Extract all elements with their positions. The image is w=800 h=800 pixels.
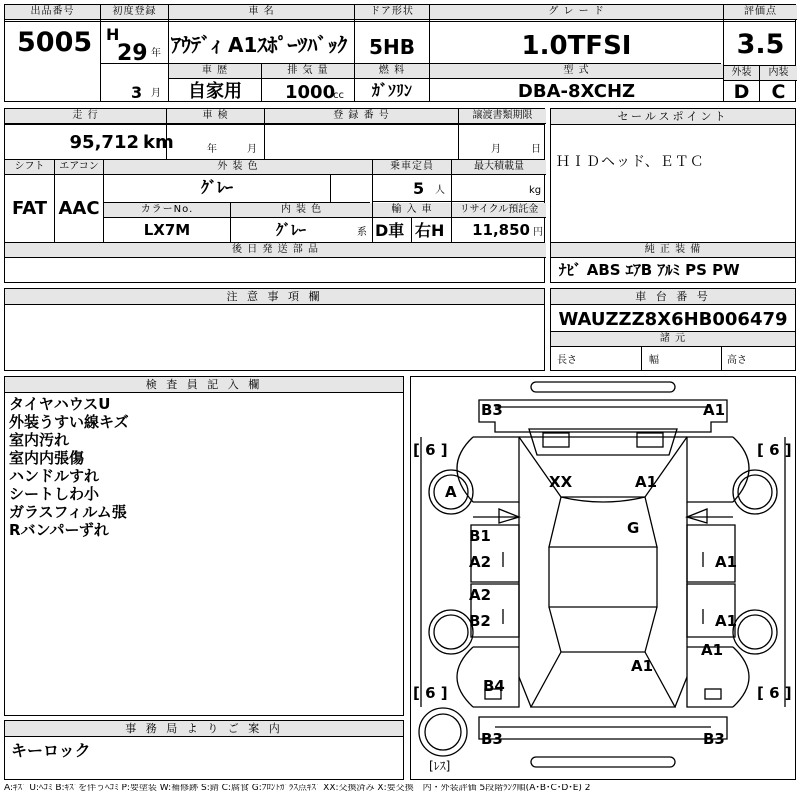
inspector-notes [9,395,129,539]
caution-box [4,288,545,371]
mark-right-rear-fender: A1 [701,641,724,659]
mark-roof: G [627,519,640,537]
inspector-note: 室内内張傷 [9,449,85,467]
transfer-label: 譲渡書類期限 [459,109,546,124]
lot-number: 5005 [17,27,93,58]
inspector-box [4,376,404,716]
specs-label: 諸 元 [551,332,795,347]
selling-points: ＨＩＤヘッド、ＥＴＣ [556,154,705,170]
spare-tire-label: [ﾚｽ] [429,759,451,773]
era-mark: H [106,25,120,44]
mark-right-front-door: A1 [715,553,738,571]
inspection-month-unit: 月 [247,144,257,155]
ext-color-label: 外 装 色 [104,160,372,175]
mark-front-bumper-left: B3 [481,401,503,419]
max-load-label: 最大積載量 [452,160,546,175]
history: 自家用 [188,81,242,102]
car-diagram [410,376,796,780]
car-name-label: 車 名 [169,5,354,20]
mark-right-rear-door: A1 [715,612,738,630]
mark-left-front-door-upper: B1 [469,527,491,545]
office-label: 事 務 局 よ り ご 案 内 [5,721,403,737]
mark-hood-right: A1 [635,473,658,491]
aircon: AAC [58,198,100,219]
mark-left-front-door-lower: A2 [469,553,492,571]
int-color-suffix: 系 [357,227,367,238]
import-type: D車 [375,221,405,240]
int-color: ｸﾞﾚｰ [275,221,306,239]
inspector-note: Rバンパーずれ [9,521,109,539]
mileage-unit: km [143,132,174,153]
grade: 1.0TFSI [521,31,632,61]
tread-front-left: [ 6 ] [413,441,448,459]
mark-front-left-tire: A [445,483,457,501]
inspector-note: シートしわ小 [9,485,100,503]
height-label: 高さ [727,355,747,366]
history-label: 車 歴 [169,64,261,79]
chassis-label: 車 台 番 号 [551,289,795,305]
inspector-note: ハンドルすれ [9,467,100,485]
inspector-note: ガラスフィルム張 [9,503,127,521]
steering: 右H [415,221,445,240]
exterior-grade: D [733,81,750,103]
capacity-label: 乗車定員 [373,160,451,175]
genuine-label: 純 正 装 備 [551,243,795,258]
import-label: 輸 入 車 [373,203,451,218]
mark-hood-left: XX [549,473,573,491]
mileage-label: 走 行 [5,109,166,124]
transfer-month-unit: 月 [491,144,501,155]
office-box [4,720,404,780]
mark-left-rear-door-upper: A2 [469,586,492,604]
ext-color: ｸﾞﾚｰ [200,178,233,197]
year-unit: 年 [151,48,161,59]
fuel-label: 燃 料 [355,64,429,79]
score: 3.5 [736,29,785,60]
genuine-equipment: ﾅﾋﾞ ABS ｴｱB ｱﾙﾐ PS PW [559,261,740,279]
model-code: DBA-8XCHZ [517,81,636,102]
car-outline [411,377,795,779]
grade-label: グ レ ー ド [430,5,723,20]
interior-grade: C [771,81,786,103]
door-label: ドア形状 [355,5,429,20]
shift: FAT [11,198,48,219]
fuel: ｶﾞｿﾘﾝ [371,81,412,100]
width-label: 幅 [649,355,659,366]
reg-year: 29 [117,41,148,66]
chassis-box [550,288,796,371]
inspection-label: 車 検 [167,109,264,124]
inspection-year-unit: 年 [207,144,217,155]
mark-left-rear-quarter: B4 [483,677,505,695]
later-parts-label: 後 日 発 送 部 品 [5,243,546,258]
int-color-label: 内 装 色 [231,203,372,218]
door-type: 5HB [369,35,415,59]
interior-grade-label: 内装 [760,66,797,81]
displacement: 1000 [285,82,336,103]
office-text: キーロック [11,741,91,760]
reg-month: 3 [131,83,143,102]
exterior-grade-label: 外装 [724,66,759,81]
mileage: 95,712 [69,132,139,153]
tread-rear-right: [ 6 ] [757,684,792,702]
recycle-unit: 円 [533,227,543,238]
legend: A:ｷｽﾞ U:ﾍｺﾐ B:ｷｽﾞを伴うﾍｺﾐ P:要塗装 W:補修跡 S:錆 C:腐食 G:ﾌﾛﾝﾄｶﾞﾗｽ点ｷｽﾞ XX:交換済み X:要交換 内・外装評価 5段階ﾗﾝｸ順(A･B･C･D･E) 2 [4,784,591,793]
shift-label: シフト [5,160,54,175]
first-reg-label: 初度登録 [101,5,168,20]
inspector-note: タイヤハウスU [9,395,111,413]
tread-rear-left: [ 6 ] [413,684,448,702]
max-load-unit: kg [529,185,542,196]
recycle-fee: 11,850 [472,221,530,239]
score-label: 評価点 [724,5,797,20]
details-box [4,108,545,283]
capacity-unit: 人 [435,185,445,196]
mark-trunk: A1 [631,657,654,675]
capacity: 5 [413,179,425,198]
inspector-note: 室内汚れ [9,431,70,449]
inspector-note: 外装うすい線キズ [9,413,129,431]
mark-rear-bumper-left: B3 [481,730,503,748]
mark-rear-bumper-right: B3 [703,730,725,748]
tread-front-right: [ 6 ] [757,441,792,459]
header-box [4,4,796,102]
car-name: ｱｳﾃﾞｨ A1ｽﾎﾟｰﾂﾊﾞｯｸ [171,33,348,57]
recycle-label: リサイクル預託金 [452,203,546,218]
color-no-label: カラーNo. [104,203,230,218]
inspector-label: 検 査 員 記 入 欄 [5,377,403,393]
model-label: 型 式 [430,64,723,79]
selling-points-label: セールスポイント [551,109,795,125]
mark-front-bumper-right: A1 [703,401,726,419]
displacement-unit: cc [333,90,344,101]
selling-points-box [550,108,796,283]
caution-label: 注 意 事 項 欄 [5,289,544,305]
displacement-label: 排 気 量 [262,64,354,79]
registration-label: 登 録 番 号 [265,109,458,124]
mark-left-rear-door-lower: B2 [469,612,491,630]
month-unit: 月 [151,88,161,99]
length-label: 長さ [557,355,577,366]
chassis-number: WAUZZZ8X6HB006479 [558,309,788,330]
lot-label: 出品番号 [5,5,100,20]
transfer-day-unit: 日 [531,144,541,155]
aircon-label: エアコン [55,160,103,175]
color-no: LX7M [143,221,191,239]
